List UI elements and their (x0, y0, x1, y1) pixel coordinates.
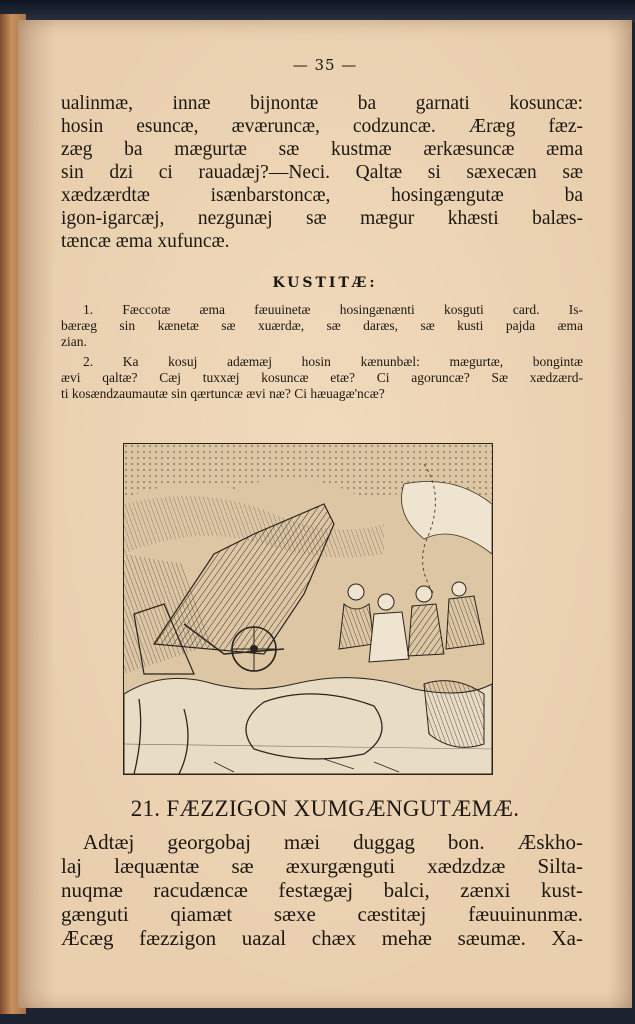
text-line: sin dzi ci rauadæj?—Neci. Qaltæ si sæxecæn sæ (61, 162, 583, 183)
page-number: — 35 — (292, 56, 358, 74)
text-line: nuqmæ racudæncæ festægæj balci, zænxi kust- (61, 878, 583, 902)
text-line: bæræg sin kænetæ sæ xuærdæ, sæ daræs, sæ kusti pajda æma (61, 318, 583, 333)
exercise-item (61, 302, 583, 350)
text-line: hosin esuncæ, æværuncæ, codzuncæ. Æræg fæz- (61, 116, 583, 137)
text-line: gænguti qiamæt sæxe cæstitæj fæuuinunmæ. (61, 902, 583, 926)
paragraph-bottom (61, 830, 583, 950)
book-cover-edge (0, 0, 635, 22)
text-line: ti kosændzaumautæ sin qærtuncæ ævi næ? Ci hæuagæ'ncæ? (61, 386, 385, 401)
chapter-title: 21. FÆZZIGON XUMGÆNGUTÆMÆ. (130, 796, 520, 821)
text-line: Adtæj georgobaj mæi duggag bon. Æskho- (83, 830, 583, 854)
text-line: Æcæg fæzzigon uazal chæx mehæ sæumæ. Xa- (61, 926, 583, 950)
text-line: 1. Fæccotæ æma fæuuinetæ hosingænænti kosguti card. Is- (83, 302, 583, 317)
text-line: ævi qaltæ? Cæj tuxxæj kosuncæ etæ? Ci agoruncæ? Sæ xædzærd- (61, 370, 583, 385)
exercise-item (61, 354, 583, 402)
exercise-list (61, 302, 583, 402)
harvest-illustration (123, 443, 493, 775)
text-line: igon-igarcæj, nezgunæj sæ mægur khæsti balæs- (61, 208, 583, 229)
text-line: 2. Ka kosuj adæmæj hosin kænunbæl: mægurtæ, bongintæ (83, 354, 583, 369)
paragraph-top (61, 92, 583, 253)
section-heading: KUSTITÆ: (272, 275, 378, 291)
illustration-drawing (124, 444, 492, 774)
book-page (18, 20, 632, 1008)
text-line: laj læquæntæ sæ æxurgænguti xædzdzæ Silta- (61, 854, 583, 878)
text-line: zian. (61, 334, 87, 349)
text-line: zæg ba mægurtæ sæ kustmæ ærkæsuncæ æma (61, 139, 583, 160)
text-line: xædzærdtæ isænbarstoncæ, hosingængutæ ba (61, 185, 583, 206)
text-line: ualinmæ, innæ bijnontæ ba garnati kosuncæ: (61, 93, 583, 114)
text-line: tæncæ æma xufuncæ. (61, 231, 230, 252)
